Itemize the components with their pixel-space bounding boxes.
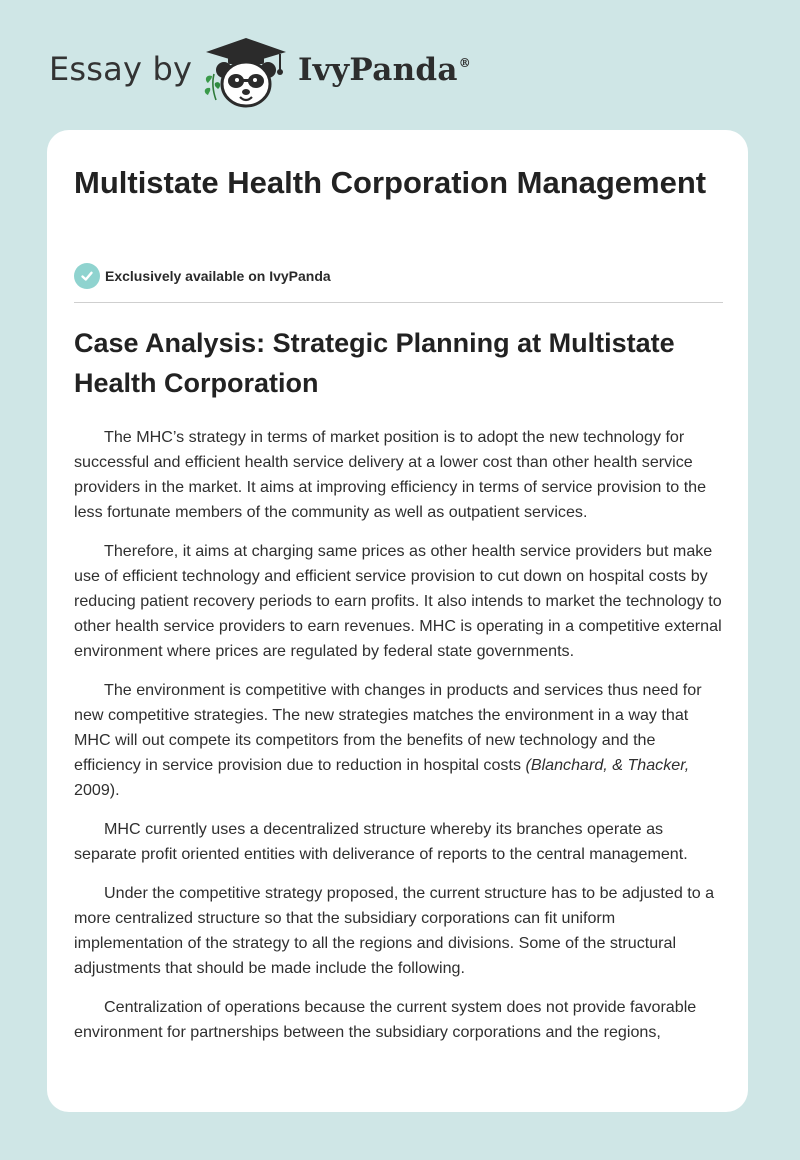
citation: (Blanchard, & Thacker, [525, 756, 690, 774]
paragraph-text: The environment is competitive with changes in products and services thus need for new competitive strategies. The new strategies matches the environment in a way that MHC will out compete its competitors from the benefits of new technology and the efficiency in service provision due to reduction in hospital costs [74, 681, 702, 774]
title-divider [74, 302, 723, 303]
paragraph: Centralization of operations because the current system does not provide favorable environment for partnerships between the subsidiary corporations and the regions, [74, 998, 697, 1041]
site-header [0, 0, 800, 130]
paragraph: Therefore, it aims at charging same prices as other health service providers but make use of efficient technology and efficient service provision to cut down on hospital costs by reducing patient recovery periods to earn profits. It also intends to market the technology to other health service providers to earn revenues. MHC is operating in a competitive external environment where prices are regulated by federal state governments. [74, 542, 722, 660]
essay-body [74, 425, 726, 1059]
paragraph: Under the competitive strategy proposed, the current structure has to be adjusted to a more centralized structure so that the subsidiary corporations can fit uniform implementation of the strategy to all the regions and divisions. Some of the structural adjustments that should be made include the following. [74, 884, 715, 977]
essay-card [47, 130, 748, 1112]
paragraph: The MHC’s strategy in terms of market position is to adopt the new technology for successful and efficient health service delivery at a lower cost than other health service providers in the market. It aims at improving efficiency in terms of service provision to the less fortunate members of the community as well as outpatient services. [74, 428, 707, 521]
exclusive-badge [74, 263, 331, 289]
registered-mark: ® [458, 56, 472, 70]
graduation-panda-icon [200, 36, 292, 110]
paragraph: MHC currently uses a decentralized structure whereby its branches operate as separate profit oriented entities with deliverance of reports to the central management. [74, 820, 688, 863]
brand-name: IvyPanda [298, 52, 458, 88]
page-title: Multistate Health Corporation Management [74, 165, 707, 200]
brand-logo-text[interactable] [298, 52, 471, 88]
section-heading: Case Analysis: Strategic Planning at Multistate Health Corporation [74, 328, 675, 398]
essay-by-label: Essay by [49, 50, 193, 88]
check-circle-icon [74, 263, 100, 289]
paragraph-text: 2009). [74, 781, 120, 799]
paragraph [74, 678, 726, 803]
exclusive-label: Exclusively available on IvyPanda [105, 268, 331, 284]
